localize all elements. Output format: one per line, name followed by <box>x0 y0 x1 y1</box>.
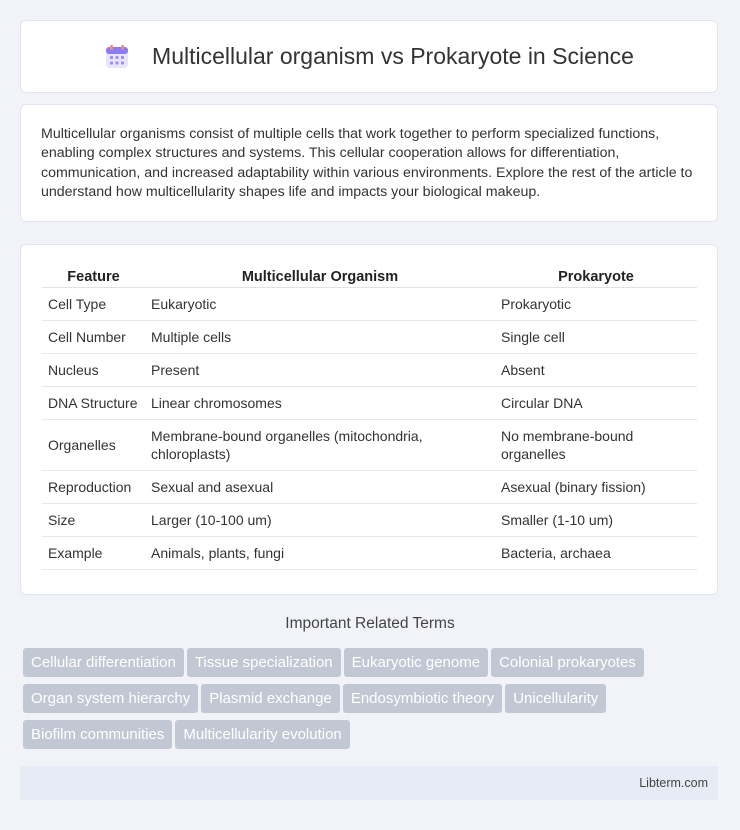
table-cell: Absent <box>495 354 697 387</box>
footer <box>20 766 718 800</box>
table-cell: Prokaryotic <box>495 288 697 321</box>
table-cell: Eukaryotic <box>145 288 495 321</box>
table-cell: Reproduction <box>42 471 145 504</box>
table-cell: DNA Structure <box>42 387 145 420</box>
table-cell: Cell Type <box>42 288 145 321</box>
table-row <box>42 387 697 420</box>
column-header: Prokaryote <box>495 265 697 288</box>
term-tag[interactable]: Colonial prokaryotes <box>491 648 644 677</box>
table-cell: Nucleus <box>42 354 145 387</box>
term-tag[interactable]: Plasmid exchange <box>201 684 340 713</box>
table-cell: Present <box>145 354 495 387</box>
related-terms-title: Important Related Terms <box>285 615 455 632</box>
term-tag[interactable]: Tissue specialization <box>187 648 341 677</box>
intro-paragraph: Multicellular organisms consist of multiple cells that work together to perform specialized functions, enabling complex structures and systems. This cellular cooperation allows for differentiation, communication, and increased adaptability within various environments. Explore the rest of the article to understand how multicellularity shapes life and impacts your biological makeup. <box>41 126 693 200</box>
table-row <box>42 420 697 471</box>
column-header: Multicellular Organism <box>145 265 495 288</box>
table-row <box>42 354 697 387</box>
related-terms-list <box>23 648 723 756</box>
table-cell: No membrane-bound organelles <box>495 420 697 471</box>
table-cell: Animals, plants, fungi <box>145 537 495 570</box>
intro-card <box>20 104 718 222</box>
table-row <box>42 471 697 504</box>
comparison-table-card <box>20 244 718 595</box>
table-cell: Organelles <box>42 420 145 471</box>
table-cell: Smaller (1-10 um) <box>495 504 697 537</box>
table-cell: Linear chromosomes <box>145 387 495 420</box>
term-tag[interactable]: Multicellularity evolution <box>175 720 349 749</box>
table-cell: Membrane-bound organelles (mitochondria, chloroplasts) <box>145 420 495 471</box>
table-header-row <box>42 265 697 288</box>
table-row <box>42 537 697 570</box>
page-title: Multicellular organism vs Prokaryote in Science <box>152 43 634 69</box>
calendar-grid-icon <box>104 44 130 70</box>
table-cell: Example <box>42 537 145 570</box>
table-cell: Cell Number <box>42 321 145 354</box>
term-tag[interactable]: Biofilm communities <box>23 720 172 749</box>
term-tag[interactable]: Organ system hierarchy <box>23 684 198 713</box>
table-row <box>42 288 697 321</box>
column-header: Feature <box>42 265 145 288</box>
table-cell: Circular DNA <box>495 387 697 420</box>
footer-source-link[interactable]: Libterm.com <box>639 776 708 790</box>
term-tag[interactable]: Cellular differentiation <box>23 648 184 677</box>
table-cell: Larger (10-100 um) <box>145 504 495 537</box>
header-card <box>20 20 718 93</box>
table-cell: Bacteria, archaea <box>495 537 697 570</box>
table-row <box>42 504 697 537</box>
table-cell: Asexual (binary fission) <box>495 471 697 504</box>
term-tag[interactable]: Eukaryotic genome <box>344 648 488 677</box>
table-row <box>42 321 697 354</box>
term-tag[interactable]: Endosymbiotic theory <box>343 684 502 713</box>
comparison-table <box>42 265 697 570</box>
table-cell: Sexual and asexual <box>145 471 495 504</box>
table-cell: Size <box>42 504 145 537</box>
table-cell: Multiple cells <box>145 321 495 354</box>
term-tag[interactable]: Unicellularity <box>505 684 606 713</box>
table-cell: Single cell <box>495 321 697 354</box>
